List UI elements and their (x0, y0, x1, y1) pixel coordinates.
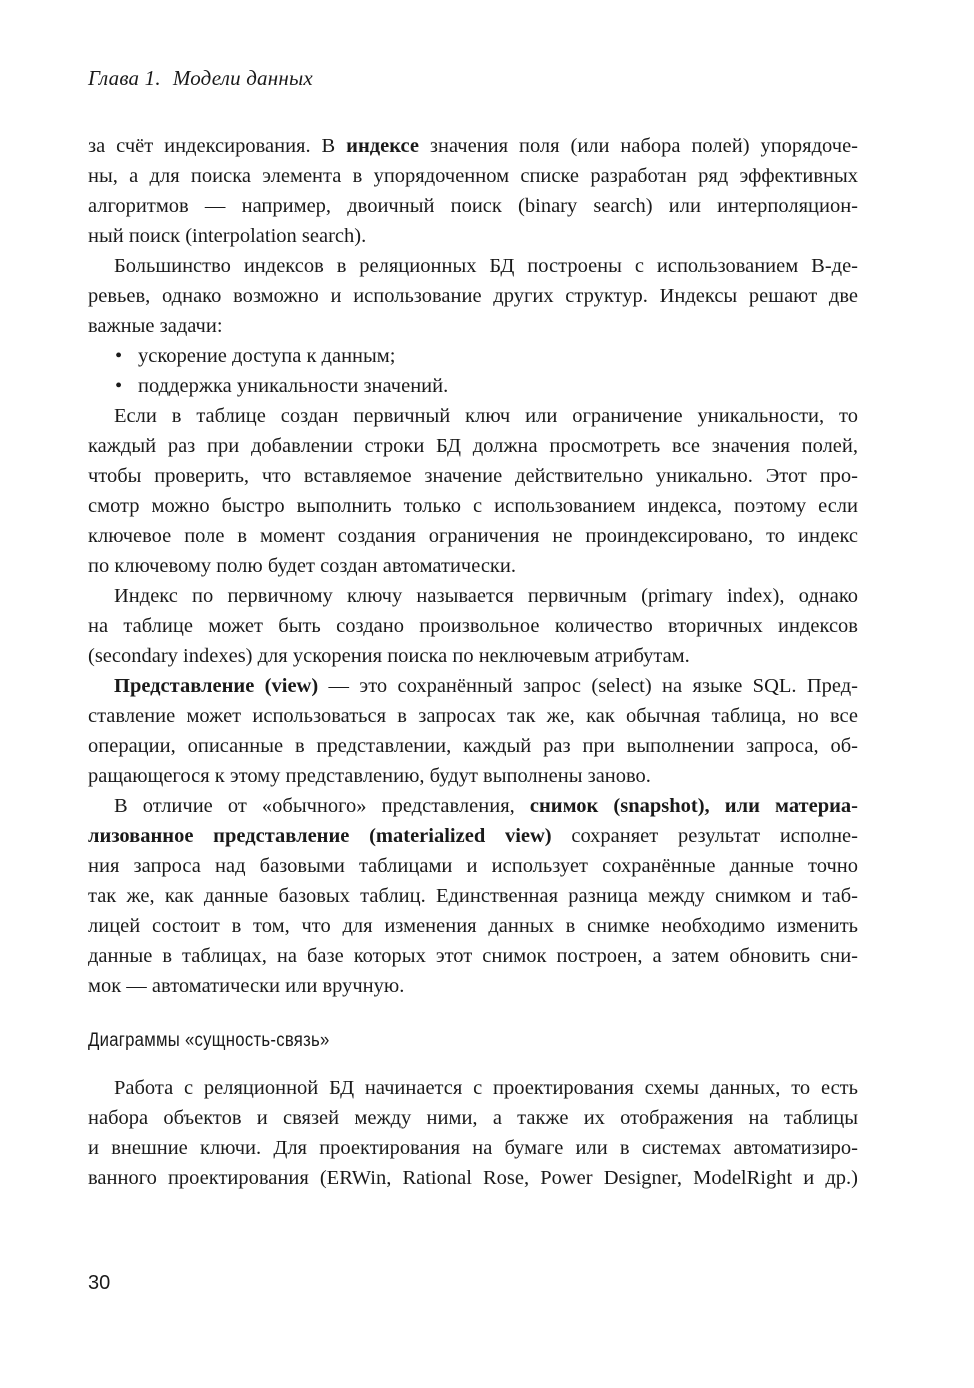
text-line: каждый раз при добавлении строки БД должна просмотреть все значения полей, (88, 435, 858, 457)
text-line: В отличие от «обычного» представления, снимок (snapshot), или материа- (114, 795, 858, 817)
text-line: по ключевому полю будет создан автоматически. (88, 555, 516, 577)
text-line: за счёт индексирования. В индексе значения поля (или набора полей) упорядоче- (88, 135, 858, 157)
text-line: чтобы проверить, что вставляемое значение действительно уникально. Этот про- (88, 465, 858, 487)
term-view: Представление (view) (114, 675, 319, 697)
text-line: и внешние ключи. Для проектирования на бумаге или в системах автоматизиро- (88, 1137, 858, 1159)
text-line: на таблице может быть создано произвольное количество вторичных индексов (88, 615, 858, 637)
text-line: ставление может использоваться в запросах так же, как обычная таблица, но все (88, 705, 858, 727)
page-number: 30 (88, 1272, 111, 1294)
text-line: ращающегося к этому представлению, будут выполнены заново. (88, 765, 651, 787)
running-head (88, 66, 313, 91)
text-line: Большинство индексов в реляционных БД построены с использованием B-де- (114, 255, 858, 277)
term-snapshot: снимок (snapshot), или материа- (529, 795, 858, 817)
bullet-icon: • (115, 345, 123, 367)
text-line: операции, описанные в представлении, каждый раз при выполнении запроса, об- (88, 735, 858, 757)
text-line: смотр можно быстро выполнить только с использованием индекса, поэтому если (88, 495, 858, 517)
text-line: ревьев, однако возможно и использование других структур. Индексы решают две (88, 285, 858, 307)
chapter-title: Модели данных (172, 66, 313, 90)
paragraph (88, 251, 858, 341)
text-line: алгоритмов — например, двоичный поиск (binary search) или интерполяцион- (88, 195, 858, 217)
paragraph (88, 581, 858, 671)
term-index: индексе (346, 135, 419, 157)
text-line: важные задачи: (88, 315, 223, 337)
section-heading: Диаграммы «сущность-связь» (88, 1030, 330, 1051)
list-item: • поддержка уникальности значений. (88, 371, 858, 401)
paragraph (88, 671, 858, 791)
text-line: Индекс по первичному ключу называется первичным (primary index), однако (114, 585, 858, 607)
bullet-icon: • (115, 375, 123, 397)
text-line: Работа с реляционной БД начинается с проектирования схемы данных, то есть (114, 1077, 858, 1099)
text-line: так же, как данные базовых таблиц. Единственная разница между снимком и таб- (88, 885, 858, 907)
main-text (88, 131, 858, 1001)
text-line: Представление (view) — это сохранённый запрос (select) на языке SQL. Пред- (114, 675, 859, 697)
text-line: данные в таблицах, на базе которых этот снимок построен, а затем обновить сни- (88, 945, 858, 967)
paragraph (88, 131, 858, 251)
text-line: ный поиск (interpolation search). (88, 225, 367, 247)
paragraph (88, 1073, 858, 1193)
list-item: • ускорение доступа к данным; (88, 341, 858, 371)
chapter-number: Глава 1. (88, 66, 161, 90)
text-line: Если в таблице создан первичный ключ или ограничение уникальности, то (114, 405, 858, 427)
text-line: ванного проектирования (ERWin, Rational Rose, Power Designer, ModelRight и др.) (88, 1167, 858, 1189)
text-line: лицей состоит в том, что для изменения данных в снимке необходимо изменить (88, 915, 858, 937)
text-line: лизованное представление (materialized view) сохраняет результат исполне- (88, 825, 858, 847)
section-text (88, 1073, 858, 1193)
text-line: набора объектов и связей между ними, а также их отображения на таблицы (88, 1107, 858, 1129)
text-line: мок — автоматически или вручную. (88, 975, 405, 997)
bullet-list (88, 341, 858, 401)
text-line: (secondary indexes) для ускорения поиска по неключевым атрибутам. (88, 645, 690, 667)
text-line: ния запроса над базовыми таблицами и использует сохранённые данные точно (88, 855, 858, 877)
term-materialized-view: лизованное представление (materialized view) (88, 825, 552, 847)
paragraph (88, 401, 858, 581)
paragraph (88, 791, 858, 1001)
text-line: ключевое поле в момент создания ограничения не проиндексировано, то индекс (88, 525, 858, 547)
text-line: ны, а для поиска элемента в упорядоченном списке разработан ряд эффективных (88, 165, 858, 187)
